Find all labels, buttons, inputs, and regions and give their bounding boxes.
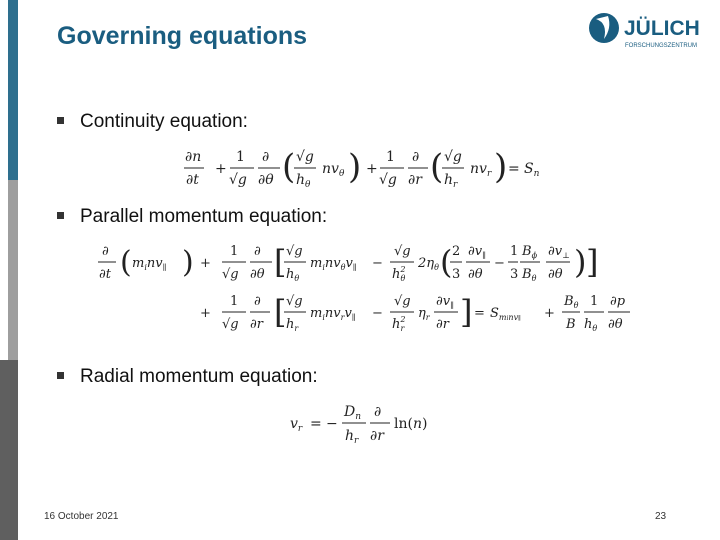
svg-text:∂θ: ∂θ — [468, 267, 483, 282]
svg-text:−: − — [372, 256, 383, 271]
svg-text:minvθv∥: $m_inv_\theta v_\parallel$ — [310, 256, 357, 272]
svg-text:Dn: $D_n$ — [344, 404, 362, 422]
svg-text:∂n: ∂n — [185, 149, 202, 165]
svg-text:): ) — [182, 245, 194, 280]
svg-text:nvr: $nv_r$ — [470, 161, 492, 179]
svg-text:=: = — [474, 306, 485, 321]
svg-text:): ) — [494, 147, 508, 187]
svg-text:Bθ: $B_\theta$ — [522, 267, 537, 283]
svg-text:(: ( — [430, 147, 444, 187]
svg-text:+: + — [200, 256, 211, 271]
svg-text:+: + — [544, 306, 555, 321]
svg-text:Sn: $S_n$ — [524, 161, 540, 179]
svg-text:∂p: ∂p — [610, 294, 626, 309]
svg-text:): ) — [574, 243, 587, 281]
svg-text:∂r: ∂r — [408, 172, 422, 188]
svg-text:JÜLICH: JÜLICH — [624, 17, 700, 40]
svg-text:∂: ∂ — [374, 404, 382, 420]
bullet-parallel-momentum: Parallel momentum equation: — [57, 206, 327, 228]
svg-text:hθ: $h_\theta$ — [584, 317, 598, 333]
svg-text:ηr: $\eta_r$ — [418, 306, 430, 322]
svg-text:ln(n): ln(n) — [394, 416, 428, 432]
slide-title: Governing equations — [57, 22, 308, 50]
svg-text:∂: ∂ — [262, 149, 270, 165]
svg-text:√g: √g — [394, 294, 411, 309]
sidebar-band-middle — [8, 180, 18, 360]
svg-text:1: 1 — [230, 244, 239, 259]
svg-text:∂t: ∂t — [99, 267, 111, 282]
svg-text:∂θ: ∂θ — [258, 172, 274, 188]
svg-text:∂r: ∂r — [250, 317, 263, 332]
svg-text:(: ( — [120, 245, 132, 280]
slide-sidebar — [0, 0, 18, 540]
svg-text:=: = — [508, 161, 520, 177]
svg-text:FORSCHUNGSZENTRUM: FORSCHUNGSZENTRUM — [625, 43, 697, 49]
svg-text:∂r: ∂r — [370, 428, 384, 444]
equation-radial-momentum — [288, 398, 438, 448]
svg-text:hr: $h_r$ — [345, 428, 359, 446]
svg-text:√g: √g — [222, 267, 239, 282]
svg-text:nvθ: $nv_\theta$ — [322, 161, 345, 179]
svg-text:hθ: $h_\theta$ — [296, 172, 311, 190]
svg-text:−: − — [494, 256, 505, 271]
svg-text:minv∥: $m_inv_\parallel$ — [132, 256, 167, 272]
svg-text:∂: ∂ — [412, 149, 420, 165]
svg-text:∂: ∂ — [102, 244, 109, 259]
svg-text:1: 1 — [510, 244, 519, 259]
svg-text:(: ( — [440, 243, 453, 281]
sidebar-band-bottom — [0, 360, 18, 540]
svg-text:∂θ: ∂θ — [250, 267, 265, 282]
svg-text:): ) — [348, 147, 362, 187]
svg-text:(: ( — [282, 147, 296, 187]
sidebar-band-top — [8, 0, 18, 180]
svg-text:+: + — [215, 161, 227, 177]
svg-text:3: 3 — [510, 267, 519, 282]
svg-text:√g: √g — [394, 244, 411, 259]
svg-text:√g: √g — [286, 244, 303, 259]
page-number: 23 — [655, 511, 667, 522]
svg-text:∂v⊥: $\partial v_\perp$ — [548, 244, 570, 260]
svg-text:∂: ∂ — [254, 244, 261, 259]
svg-text:=: = — [310, 416, 322, 432]
svg-text:−: − — [326, 416, 338, 432]
svg-text:vr: $v_r$ — [290, 416, 303, 434]
svg-text:hθ: $h_\theta$ — [286, 267, 300, 283]
svg-text:1: 1 — [230, 294, 239, 309]
svg-text:+: + — [366, 161, 378, 177]
svg-text:∂t: ∂t — [186, 172, 199, 188]
svg-text:[: [ — [274, 293, 287, 331]
svg-text:h2r: $h^2$ r — [392, 315, 406, 333]
svg-text:]: ] — [460, 293, 473, 331]
svg-text:1: 1 — [236, 149, 245, 165]
svg-text:∂r: ∂r — [436, 317, 449, 332]
svg-text:3: 3 — [452, 267, 461, 282]
bullet-radial-momentum: Radial momentum equation: — [57, 366, 318, 388]
svg-text:1: 1 — [590, 294, 599, 309]
julich-logo — [586, 8, 714, 50]
svg-text:∂θ: ∂θ — [548, 267, 563, 282]
svg-text:h2θ: $h^2$ θ — [392, 265, 406, 283]
svg-text:∂: ∂ — [254, 294, 261, 309]
svg-text:1: 1 — [386, 149, 395, 165]
svg-text:minvrv∥: $m_inv_rv_\parallel$ — [310, 306, 356, 322]
equation-parallel-momentum — [96, 238, 636, 338]
svg-text:√g: √g — [286, 294, 303, 309]
svg-text:√g: √g — [229, 172, 247, 188]
footer-date: 16 October 2021 — [44, 511, 119, 522]
svg-text:+: + — [200, 306, 211, 321]
svg-text:]: ] — [586, 243, 599, 281]
svg-text:√g: √g — [222, 317, 239, 332]
bullet-continuity: Continuity equation: — [57, 111, 248, 133]
svg-text:−: − — [372, 306, 383, 321]
svg-text:∂v∥: $\partial v_\parallel$ — [436, 294, 454, 310]
svg-text:Sminv∥: $S_{minv\parallel}$ — [490, 306, 521, 322]
svg-text:[: [ — [274, 243, 287, 281]
svg-text:√g: √g — [444, 149, 462, 165]
svg-text:B: B — [566, 317, 576, 332]
svg-text:Bθ: $B_\theta$ — [564, 294, 579, 310]
svg-text:hr: $h_r$ — [444, 172, 458, 190]
svg-text:hr: $h_r$ — [286, 317, 299, 333]
svg-text:√g: √g — [296, 149, 314, 165]
equation-continuity — [182, 142, 552, 194]
svg-text:Bϕ: $B_\phi$ — [522, 244, 538, 260]
svg-text:∂θ: ∂θ — [608, 317, 623, 332]
svg-text:2: 2 — [452, 244, 461, 259]
svg-text:2ηθ: $2\eta_\theta$ — [418, 256, 439, 272]
svg-text:√g: √g — [379, 172, 397, 188]
svg-text:∂v∥: $\partial v_\parallel$ — [468, 244, 486, 260]
